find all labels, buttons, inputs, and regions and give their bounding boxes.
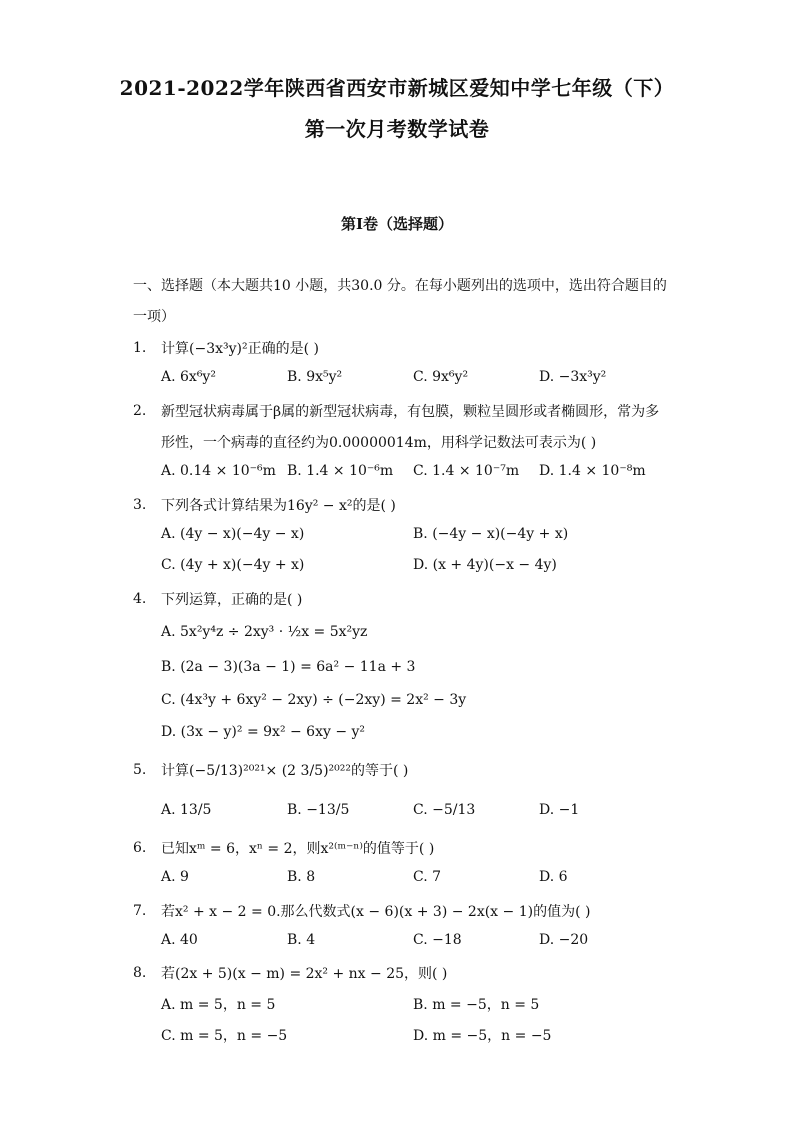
question-stem: 已知xᵐ = 6，xⁿ = 2，则x²⁽ᵐ⁻ⁿ⁾的值等于( ) — [161, 841, 435, 857]
option-b[interactable]: B. 1.4 × 10⁻⁶m — [287, 463, 394, 479]
question-number: 5. — [133, 762, 147, 778]
question-number: 2. — [133, 403, 147, 419]
option-b[interactable]: B. 4 — [287, 932, 316, 948]
option-d[interactable]: D. 1.4 × 10⁻⁸m — [539, 463, 646, 479]
question-number: 3. — [133, 497, 147, 513]
option-d[interactable]: D. −1 — [539, 802, 580, 818]
option-a[interactable]: A. (4y − x)(−4y − x) — [161, 526, 305, 542]
option-d[interactable]: D. m = −5，n = −5 — [413, 1028, 552, 1044]
exam-title-line2: 第一次月考数学试卷 — [304, 117, 490, 141]
option-d[interactable]: D. 6 — [539, 869, 568, 885]
option-b[interactable]: B. (−4y − x)(−4y + x) — [413, 526, 569, 542]
instructions-line2: 一项） — [133, 309, 175, 325]
option-a[interactable]: A. 40 — [161, 932, 198, 948]
option-a[interactable]: A. 0.14 × 10⁻⁶m — [161, 463, 276, 479]
question-stem: 计算(−3x³y)²正确的是( ) — [161, 341, 319, 357]
option-c[interactable]: C. −5/13 — [413, 802, 476, 818]
question-number: 7. — [133, 903, 147, 919]
option-d[interactable]: D. −20 — [539, 932, 589, 948]
question-number: 4. — [133, 591, 147, 607]
option-b[interactable]: B. −13/5 — [287, 802, 350, 818]
option-a[interactable]: A. 9 — [161, 869, 189, 885]
option-a[interactable]: A. m = 5，n = 5 — [161, 997, 276, 1013]
question-stem: 下列运算，正确的是( ) — [161, 592, 303, 608]
section-title: 第I卷（选择题） — [340, 215, 454, 233]
option-c[interactable]: C. 9x⁶y² — [413, 369, 469, 385]
option-b[interactable]: B. 8 — [287, 869, 316, 885]
option-d[interactable]: D. −3x³y² — [539, 369, 607, 385]
question-stem: 若x² + x − 2 = 0.那么代数式(x − 6)(x + 3) − 2x(x − 1)的值为( ) — [161, 904, 591, 920]
question-stem-line2: 形性，一个病毒的直径约为0.00000014m，用科学记数法可表示为( ) — [161, 435, 597, 451]
question-number: 1. — [133, 340, 147, 356]
option-b[interactable]: B. 9x⁵y² — [287, 369, 343, 385]
exam-title-line1: 2021-2022学年陕西省西安市新城区爱知中学七年级（下） — [119, 76, 675, 100]
option-c[interactable]: C. 7 — [413, 869, 442, 885]
option-c[interactable]: C. −18 — [413, 932, 462, 948]
option-a[interactable]: A. 13/5 — [161, 802, 212, 818]
question-number: 8. — [133, 965, 147, 981]
option-b[interactable]: B. m = −5，n = 5 — [413, 997, 540, 1013]
option-c[interactable]: C. (4y + x)(−4y + x) — [161, 557, 305, 573]
instructions-line1: 一、选择题（本大题共10 小题，共30.0 分。在每小题列出的选项中，选出符合题目的 — [133, 278, 667, 294]
option-c[interactable]: C. m = 5，n = −5 — [161, 1028, 288, 1044]
question-stem: 下列各式计算结果为16y² − x²的是( ) — [161, 498, 396, 514]
option-c[interactable]: C. 1.4 × 10⁻⁷m — [413, 463, 520, 479]
question-stem: 计算(−5/13)²⁰²¹× (2 3/5)²⁰²²的等于( ) — [161, 763, 409, 779]
option-d[interactable]: D. (x + 4y)(−x − 4y) — [413, 557, 557, 573]
question-stem-line1: 新型冠状病毒属于β属的新型冠状病毒，有包膜，颗粒呈圆形或者椭圆形，常为多 — [161, 404, 660, 420]
question-stem: 若(2x + 5)(x − m) = 2x² + nx − 25，则( ) — [161, 966, 448, 982]
option-a[interactable]: A. 5x²y⁴z ÷ 2xy³ · ½x = 5x²yz — [161, 624, 368, 640]
option-c[interactable]: C. (4x³y + 6xy² − 2xy) ÷ (−2xy) = 2x² − 3y — [161, 692, 467, 708]
option-d[interactable]: D. (3x − y)² = 9x² − 6xy − y² — [161, 724, 366, 740]
option-a[interactable]: A. 6x⁶y² — [161, 369, 216, 385]
option-b[interactable]: B. (2a − 3)(3a − 1) = 6a² − 11a + 3 — [161, 659, 416, 675]
question-number: 6. — [133, 840, 147, 856]
